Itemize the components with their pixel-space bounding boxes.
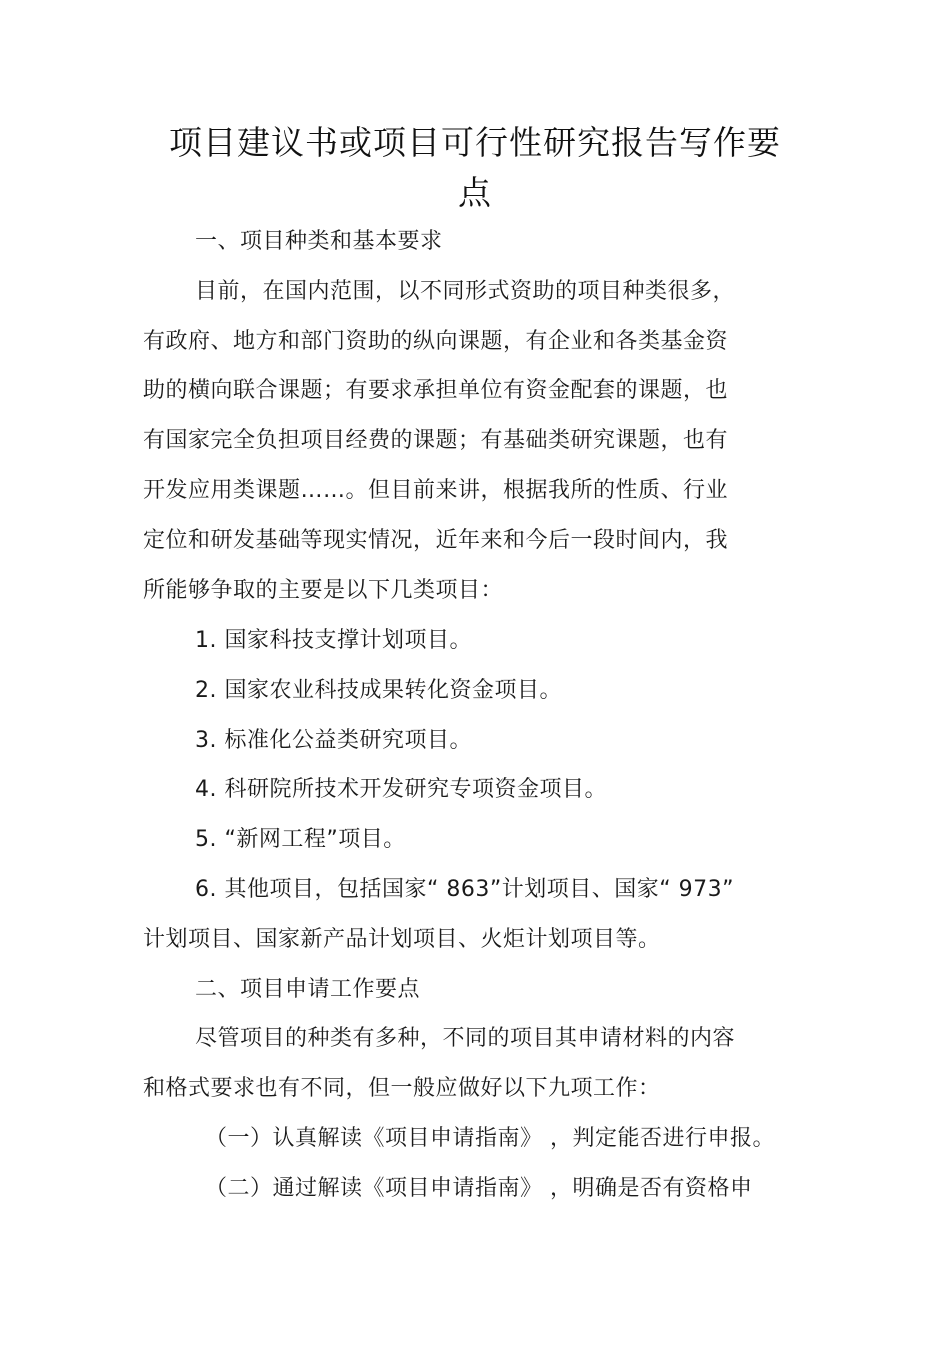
paragraph-line: 所能够争取的主要是以下几类项目： <box>143 578 504 603</box>
paragraph-line: 助的横向联合课题；有要求承担单位有资金配套的课题，也 <box>143 378 729 403</box>
paragraph-line: 有国家完全负担项目经费的课题；有基础类研究课题，也有 <box>143 428 729 453</box>
paragraph-line: 定位和研发基础等现实情况，近年来和今后一段时间内，我 <box>143 528 729 553</box>
paragraph-line: 开发应用类课题……。但目前来讲，根据我所的性质、行业 <box>143 478 729 503</box>
list-item: 5. “新网工程”项目。 <box>195 827 406 852</box>
document-title-line-2: 点 <box>458 173 492 212</box>
list-item: 4. 科研院所技术开发研究专项资金项目。 <box>195 777 607 802</box>
section-heading-1: 一、项目种类和基本要求 <box>195 229 443 254</box>
paragraph-line: 计划项目、国家新产品计划项目、火炬计划项目等。 <box>143 927 661 952</box>
sub-item: （一）认真解读《项目申请指南》 ，判定能否进行申报。 <box>205 1126 775 1151</box>
list-item: 1. 国家科技支撑计划项目。 <box>195 628 472 653</box>
paragraph-line: 和格式要求也有不同，但一般应做好以下九项工作： <box>143 1076 661 1101</box>
section-heading-2: 二、项目申请工作要点 <box>195 977 421 1002</box>
list-item: 3. 标准化公益类研究项目。 <box>195 728 472 753</box>
list-item: 6. 其他项目，包括国家“ 863”计划项目、国家“ 973” <box>195 877 735 902</box>
paragraph-line: 尽管项目的种类有多种，不同的项目其申请材料的内容 <box>195 1026 736 1051</box>
paragraph-line: 有政府、地方和部门资助的纵向课题，有企业和各类基金资 <box>143 329 729 354</box>
document-title-line-1: 项目建议书或项目可行性研究报告写作要 <box>169 123 781 162</box>
paragraph-line: 目前，在国内范围，以不同形式资助的项目种类很多， <box>195 279 736 304</box>
list-item: 2. 国家农业科技成果转化资金项目。 <box>195 678 562 703</box>
sub-item: （二）通过解读《项目申请指南》 ，明确是否有资格申 <box>205 1176 753 1201</box>
